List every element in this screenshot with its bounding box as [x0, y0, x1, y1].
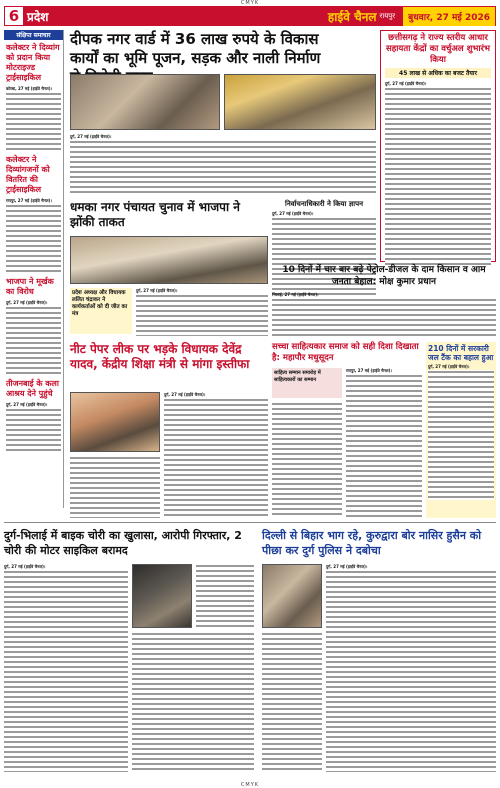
delhi-body — [326, 564, 496, 772]
right-headline: छत्तीसगढ़ ने राज्य स्तरीय आधार सहायता केंद्रों का वर्चुअल शुभारंभ किया — [385, 33, 491, 65]
brief-body-3 — [6, 306, 61, 376]
bike-body-2 — [132, 632, 254, 772]
brief-headline-3: भाजपा ने मूर्खक का विरोध — [6, 277, 54, 296]
bike-dateline: दुर्ग, 27 मई (हाईवे चैनल)। — [4, 564, 46, 569]
masthead — [4, 6, 496, 26]
brief-body-4 — [6, 408, 61, 452]
brief-headline-1: कलेक्टर ने दिव्यांग को प्रदान किया मोटराइज्ड ट्राईसाइकिल — [6, 43, 60, 82]
taakat-subhead: प्रदेश अध्यक्ष और विधायक ललित चंद्राकर ने कार्यकर्ताओं को दी जीत का मंत्र — [72, 290, 128, 317]
sahitya-headline: सच्चा साहित्यकार समाज को सही दिशा दिखाता है: महापौर मधुसूदन — [272, 342, 419, 363]
neet-body-2 — [70, 456, 160, 518]
taakat-dateline: दुर्ग, 27 मई (हाईवे चैनल)। — [136, 288, 178, 293]
brief-body-2 — [6, 204, 61, 274]
lead-headline: दीपक नगर वार्ड में 36 लाख रुपये के विकास कार्यों का भूमि पूजन, सड़क और नाली निर्माण — [70, 30, 321, 67]
edition-date: बुधवार, 27 मई 2026 — [403, 7, 495, 26]
section-divider — [4, 522, 496, 523]
brief-dateline-3: दुर्ग, 27 मई (हाईवे चैनल)। — [6, 300, 48, 305]
tank-headline: 210 दिनों में सरकारी जल टैंक का बहाल हुआ — [428, 344, 494, 362]
bike-body — [4, 564, 128, 772]
taakat-body — [136, 288, 268, 336]
petrol-headline: 10 दिनों में चार बार बढ़े पेट्रोल-डीजल के दाम किसान व आम जनता बेहाल: मोक्ष कुमार प्रधान — [282, 265, 486, 287]
delhi-headline: दिल्ली से बिहार भाग रहे, कुरुद्वारा बोर नासिर हुसैन को पीछा कर दुर्ग पुलिस ने दबोचा — [262, 529, 482, 557]
color-marker-bottom: CMYK — [240, 782, 260, 788]
brief-body-1 — [6, 92, 61, 152]
briefs-tag: संक्षिप्त समाचार — [4, 30, 63, 40]
neet-photo — [70, 392, 160, 452]
taakat-photo — [70, 236, 268, 284]
brief-headline-4: तीजनबाई के कला आश्रय देने पुहुंचे — [6, 379, 59, 398]
bike-body-3 — [196, 564, 254, 628]
sahitya-dateline: रायपुर, 27 मई (हाईवे चैनल)। — [346, 368, 392, 373]
taakat-headline: धमका नगर पंचायत चुनाव में भाजपा ने झोंकी ताकत — [70, 200, 240, 229]
delhi-dateline: दुर्ग, 27 मई (हाईवे चैनल)। — [326, 564, 368, 569]
right-feature-box — [380, 30, 496, 262]
brief-dateline-1: कोरबा, 27 मई (हाईवे चैनल)। — [6, 86, 53, 91]
color-marker-top: CMYK — [240, 0, 260, 6]
sahitya-subhead-box — [272, 368, 342, 398]
lead-photo-1 — [70, 74, 220, 130]
brief-dateline-2: रायपुर, 27 मई (हाईवे चैनल)। — [6, 198, 52, 203]
right-subhead: 45 लाख से अधिक का बजट तैयार — [385, 68, 491, 78]
lead-body — [70, 134, 376, 196]
sahitya-body — [346, 368, 422, 518]
delhi-body-2 — [262, 632, 322, 772]
brief-dateline-4: दुर्ग, 27 मई (हाईवे चैनल)। — [6, 402, 48, 407]
left-brief-column — [4, 30, 64, 508]
newspaper-brand: हाईवे चैनल — [327, 9, 377, 24]
tank-story — [426, 342, 496, 518]
nirvachan-dateline: दुर्ग, 27 मई (हाईवे चैनल)। — [272, 211, 314, 216]
neet-dateline: दुर्ग, 27 मई (हाईवे चैनल)। — [164, 392, 206, 397]
nirvachan-headline: निर्वाचनाधिकारी ने किया ज्ञापन — [285, 200, 363, 208]
lead-dateline: दुर्ग, 27 मई (हाईवे चैनल)। — [70, 134, 112, 139]
brief-headline-2: कलेक्टर ने दिव्यांगजनों को वितरित की ट्राईसाइकिल — [6, 155, 50, 194]
lead-photo-2 — [224, 74, 376, 130]
petrol-body — [272, 292, 496, 336]
bike-headline: दुर्ग-भिलाई में बाइक चोरी का खुलासा, आरोपी गिरफ्तार, 2 चोरी की मोटर साइकिल बरामद — [4, 529, 242, 557]
neet-body — [164, 392, 268, 518]
petrol-dateline: भिलाई, 27 मई (हाईवे चैनल)। — [272, 292, 319, 297]
sahitya-body-2 — [272, 402, 342, 518]
delhi-photo — [262, 564, 322, 628]
neet-headline: नीट पेपर लीक पर भड़के विधायक देवेंद्र यादव, केंद्रीय शिक्षा मंत्री से मांगा इस्तीफा — [70, 342, 250, 371]
right-dateline: दुर्ग, 27 मई (हाईवे चैनल)। — [385, 81, 427, 86]
page-number: 6 — [5, 7, 23, 25]
section-title: प्रदेश — [27, 9, 49, 24]
edition-city: रायपुर — [379, 11, 396, 20]
sahitya-subhead: साहित्य सम्मान समारोह में साहित्यकारों का सम्मान — [274, 370, 321, 383]
bike-photo — [132, 564, 192, 628]
taakat-subhead-box — [70, 288, 132, 334]
tank-dateline: दुर्ग, 27 मई (हाईवे चैनल)। — [428, 364, 470, 369]
